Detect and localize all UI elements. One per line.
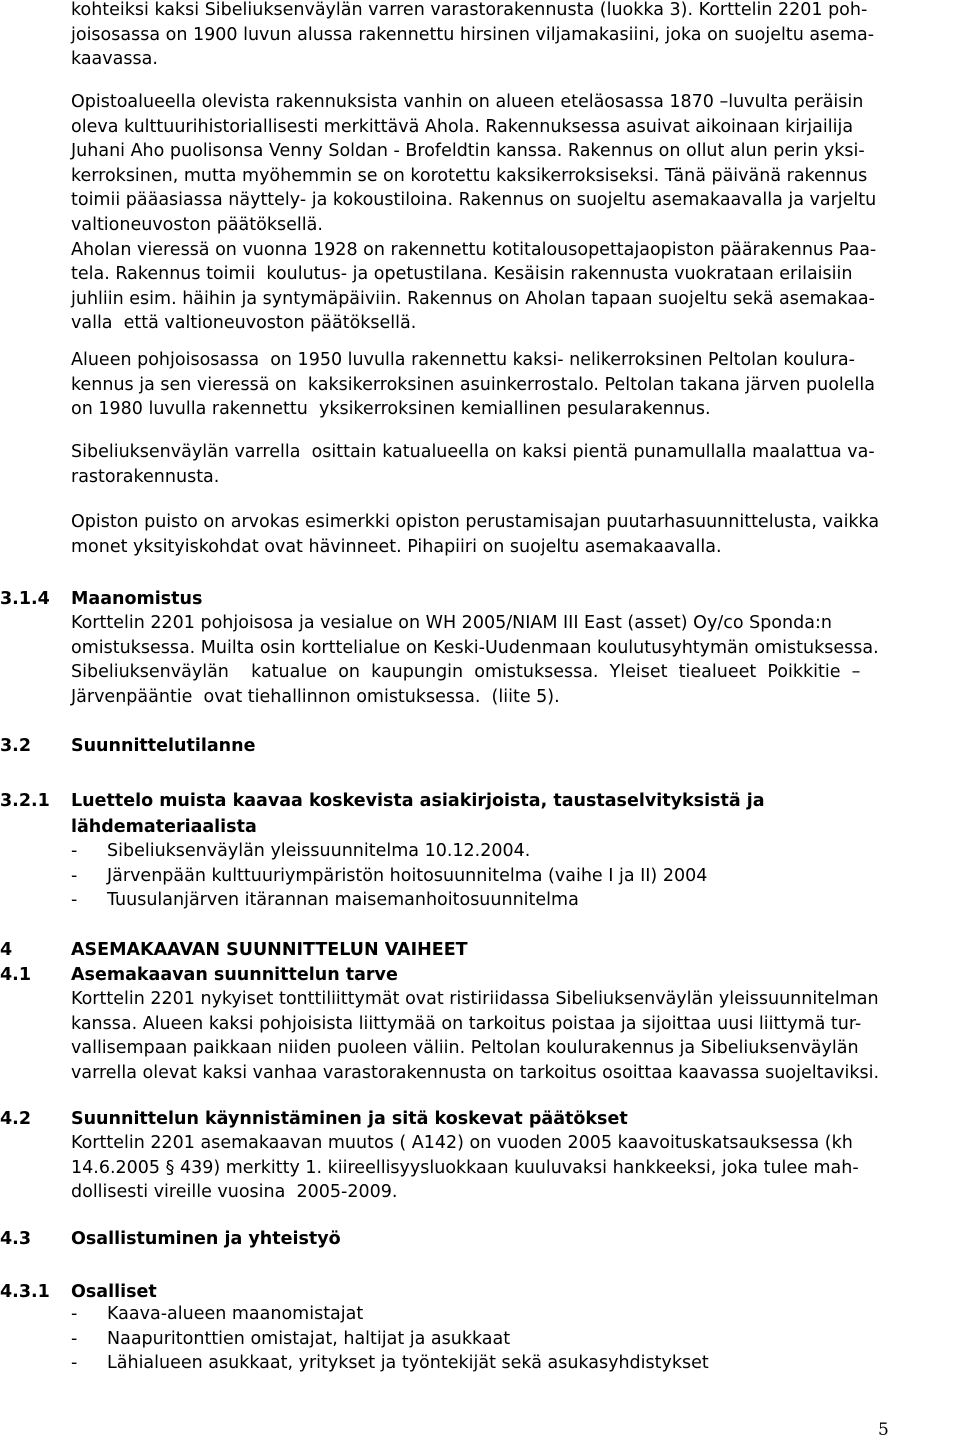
section-number: 4.1: [0, 965, 32, 985]
section-heading-continued: [71, 815, 257, 840]
text-line: Sibeliuksenväylän varrella osittain katualueella on kaksi pientä punamullalla maalattua va-: [71, 442, 875, 462]
text-line: omistuksessa. Muilta osin korttelialue on Keski-Uudenmaan koulutusyhtymän omistuksessa.: [71, 637, 879, 658]
text-line: joisosassa on 1900 luvun alussa rakennettu hirsinen viljamakasiini, joka on suojeltu asema-: [71, 24, 875, 45]
paragraph-kortteli-intro: [71, 0, 959, 72]
list-item-text: Tuusulanjärven itärannan maisemanhoitosuunnitelma: [107, 890, 579, 911]
text-line: Korttelin 2201 pohjoisosa ja vesialue on WH 2005/NIAM III East (asset) Oy/co Sponda:n: [71, 613, 832, 633]
text-line: valtioneuvoston päätöksellä.: [71, 214, 323, 235]
bullet-dash: -: [71, 1328, 78, 1349]
section-number: 4.2: [0, 1109, 32, 1129]
text-line: Korttelin 2201 asemakaavan muutos ( A142) on vuoden 2005 kaavoituskatsauksessa (kh: [71, 1133, 853, 1153]
text-line: tela. Rakennus toimii koulutus- ja opetustilana. Kesäisin rakennusta vuokrataan erilaisiin: [71, 264, 853, 285]
list-item-text: Järvenpään kulttuuriympäristön hoitosuunnitelma (vaihe I ja II) 2004: [107, 865, 708, 886]
section-number: 3.2: [0, 736, 32, 756]
text-line: dollisesti vireille vuosina 2005-2009.: [71, 1182, 398, 1203]
section-number: 4: [0, 940, 13, 960]
paragraph-pohjoisosa: [71, 348, 959, 422]
paragraph-puisto: [71, 510, 959, 559]
section-heading: [0, 789, 765, 814]
text-line: Korttelin 2201 nykyiset tonttiliittymät ovat ristiriidassa Sibeliuksenväylän yleissuunnitelman: [71, 989, 879, 1009]
list-item: [71, 1327, 709, 1352]
section-number: 3.1.4: [0, 589, 50, 609]
text-line: Opistoalueella olevista rakennuksista vanhin on alueen eteläosassa 1870 –luvulta peräisin: [71, 92, 864, 112]
text-line: 14.6.2005 § 439) merkitty 1. kiireellisyysluokkaan kuuluvaksi hankkeeksi, joka tulee mah-: [71, 1157, 859, 1178]
paragraph-maanomistus: [71, 611, 959, 709]
bullet-dash: -: [71, 1353, 78, 1374]
section-heading: [0, 1107, 628, 1132]
list-item-text: Naapuritonttien omistajat, haltijat ja asukkaat: [107, 1328, 511, 1349]
list-item: [71, 1302, 709, 1327]
text-line: Järvenpääntie ovat tiehallinnon omistuksessa. (liite 5).: [71, 686, 560, 707]
bullet-dash: -: [71, 841, 78, 861]
section-title: Luettelo muista kaavaa koskevista asiakirjoista, taustaselvityksistä ja: [71, 791, 765, 811]
section-number: 4.3.1: [0, 1282, 50, 1302]
text-line: Aholan vieressä on vuonna 1928 on rakennettu kotitalousopettajaopiston päärakennus Paa-: [71, 239, 877, 260]
text-line: vallisempaan paikkaan niiden puoleen väliin. Peltolan koulurakennus ja Sibeliuksenväylän: [71, 1038, 859, 1059]
bullet-dash: -: [71, 1304, 78, 1324]
page-number: 5: [878, 1420, 889, 1440]
section-title: Suunnittelun käynnistäminen ja sitä koskevat päätökset: [71, 1109, 628, 1129]
section-heading: [0, 734, 256, 759]
list-item-text: Sibeliuksenväylän yleissuunnitelma 10.12.2004.: [107, 841, 531, 861]
text-line: Opiston puisto on arvokas esimerkki opiston perustamisajan puutarhasuunnittelusta, vaikka: [71, 512, 880, 532]
section-title: Osalliset: [71, 1282, 157, 1302]
text-line: toimii pääasiassa näyttely- ja kokoustiloina. Rakennus on suojeltu asemakaavalla ja varjeltu: [71, 190, 877, 211]
bullet-list-documents: [71, 839, 707, 913]
section-heading: [0, 1280, 157, 1305]
section-heading: [0, 1227, 341, 1252]
text-line: valla että valtioneuvoston päätöksellä.: [71, 313, 417, 334]
list-item: [71, 1351, 709, 1376]
section-title: Osallistuminen ja yhteistyö: [71, 1229, 341, 1249]
text-line: oleva kulttuurihistoriallisesti merkittävä Ahola. Rakennuksessa asuivat aikoinaan kirjailija: [71, 116, 854, 137]
bullet-dash: -: [71, 890, 78, 911]
section-number: 3.2.1: [0, 791, 50, 811]
bullet-list-osalliset: [71, 1302, 709, 1376]
section-heading: [0, 587, 203, 612]
list-item: [71, 888, 707, 913]
text-line: varrella olevat kaksi vanhaa varastorakennusta on tarkoitus osoittaa kaavassa suojeltaviksi.: [71, 1062, 880, 1083]
text-line: Alueen pohjoisosassa on 1950 luvulla rakennettu kaksi- nelikerroksinen Peltolan koulura-: [71, 350, 855, 370]
list-item-text: Lähialueen asukkaat, yritykset ja työntekijät sekä asukasyhdistykset: [107, 1353, 709, 1374]
bullet-dash: -: [71, 865, 78, 886]
list-item-text: Kaava-alueen maanomistajat: [107, 1304, 364, 1324]
text-line: Sibeliuksenväylän katualue on kaupungin omistuksessa. Yleiset tiealueet Poikkitie –: [71, 662, 861, 683]
list-item: [71, 839, 707, 864]
section-heading: [0, 963, 398, 988]
text-line: kennus ja sen vieressä on kaksikerroksinen asuinkerrostalo. Peltolan takana järven puolella: [71, 374, 875, 395]
paragraph-kaynnistaminen: [71, 1131, 959, 1205]
text-line: kanssa. Alueen kaksi pohjoisista liittymää on tarkoitus poistaa ja sijoittaa uusi liittymä tur-: [71, 1013, 862, 1034]
section-title: ASEMAKAAVAN SUUNNITTELUN VAIHEET: [71, 940, 468, 960]
paragraph-suunnittelun-tarve: [71, 987, 959, 1085]
text-line: rastorakennusta.: [71, 466, 220, 487]
section-title: lähdemateriaalista: [71, 817, 257, 837]
text-line: kaavassa.: [71, 49, 158, 70]
text-line: juhliin esim. häihin ja syntymäpäiviin. Rakennus on Aholan tapaan suojeltu sekä asemakaa-: [71, 288, 875, 309]
section-title: Asemakaavan suunnittelun tarve: [71, 965, 398, 985]
section-title: Maanomistus: [71, 589, 203, 609]
list-item: [71, 864, 707, 889]
text-line: on 1980 luvulla rakennettu yksikerroksinen kemiallinen pesularakennus.: [71, 399, 711, 420]
text-line: kohteiksi kaksi Sibeliuksenväylän varren varastorakennusta (luokka 3). Korttelin 2201 poh-: [71, 0, 868, 20]
chapter-heading: [0, 938, 468, 963]
text-line: Juhani Aho puolisonsa Venny Soldan - Brofeldtin kanssa. Rakennus on ollut alun perin yksi-: [71, 141, 865, 162]
section-title: Suunnittelutilanne: [71, 736, 256, 756]
text-line: kerroksinen, mutta myöhemmin se on korotettu kaksikerroksiseksi. Tänä päivänä rakennus: [71, 165, 868, 186]
section-number: 4.3: [0, 1229, 32, 1249]
paragraph-opistoalue: [71, 90, 959, 336]
text-line: monet yksityiskohdat ovat hävinneet. Pihapiiri on suojeltu asemakaavalla.: [71, 536, 722, 557]
paragraph-sibeliuksenvayla: [71, 440, 959, 489]
